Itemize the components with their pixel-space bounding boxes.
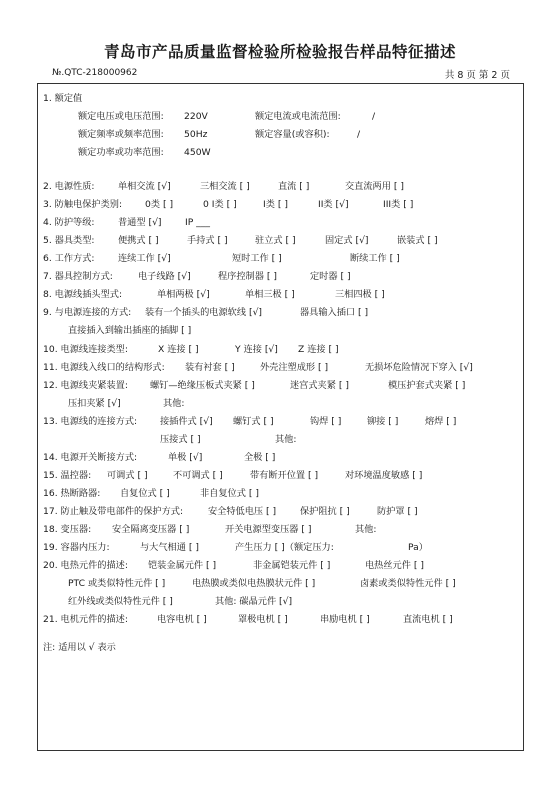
s21-opt-dc: 直流电机 [ ]	[403, 614, 453, 625]
s12-opt-sheath: 模压护套式夹紧 [ ]	[388, 380, 466, 391]
s13-opt-rivet: 铆接 [ ]	[367, 416, 399, 427]
document-title: 青岛市产品质量监督检验所检验报告样品特征描述	[103, 43, 456, 61]
s21-opt-series: 串励电机 [ ]	[320, 614, 370, 625]
s18-opt-other: 其他:	[355, 524, 377, 535]
power-value: 450W	[184, 147, 211, 158]
voltage-label: 额定电压或电压范围:	[78, 111, 164, 122]
s1-heading: 1. 额定值	[43, 93, 83, 104]
s16-opt-manual: 非自复位式 [ ]	[200, 488, 259, 499]
s17-label: 17. 防止触及带电部件的保护方式:	[43, 506, 184, 517]
s5-opt-builtin: 嵌装式 [ ]	[397, 235, 438, 246]
s9-opt-direct: 直接插入到输出插座的插脚 [ ]	[68, 325, 192, 336]
footnote: 注: 适用以 √ 表示	[43, 642, 116, 653]
s3-opt-0: 0类 [ ]	[145, 199, 174, 210]
s12-opt-screw: 螺钉—绝缘压板式夹紧 [ ]	[150, 380, 255, 391]
s5-opt-fixed: 固定式 [√]	[325, 235, 369, 246]
s20-opt-wire: 电热丝元件 [ ]	[365, 560, 424, 571]
s17-opt-impedance: 保护阻抗 [ ]	[300, 506, 350, 517]
s9-label: 9. 与电源连接的方式:	[43, 307, 132, 318]
s3-label: 3. 防触电保护类别:	[43, 199, 123, 210]
s20-opt-film: 电热膜或类似电热膜状元件 [ ]	[192, 578, 316, 589]
s12-opt-other: 其他:	[163, 398, 185, 409]
s13-opt-hook: 钩焊 [ ]	[310, 416, 342, 427]
s7-opt-electronic: 电子线路 [√]	[138, 271, 191, 282]
s16-opt-auto: 自复位式 [ ]	[120, 488, 170, 499]
s2-opt-three: 三相交流 [ ]	[200, 181, 250, 192]
s11-opt-through: 无损坏危险情况下穿入 [√]	[365, 362, 473, 373]
s13-opt-other: 其他:	[275, 434, 297, 445]
report-number: №.QTC-218000962	[52, 68, 138, 78]
s17-opt-cover: 防护罩 [ ]	[377, 506, 418, 517]
s14-opt-single: 单极 [√]	[168, 452, 203, 463]
s21-opt-shaded: 罩极电机 [ ]	[238, 614, 288, 625]
s16-label: 16. 热断路器:	[43, 488, 101, 499]
freq-value: 50Hz	[184, 129, 208, 140]
s12-opt-press: 压扣夹紧 [√]	[68, 398, 121, 409]
s8-label: 8. 电源线插头型式:	[43, 289, 123, 300]
s18-opt-isolating: 安全隔离变压器 [ ]	[112, 524, 190, 535]
s11-opt-bushing: 装有衬套 [ ]	[185, 362, 235, 373]
s20-opt-halogen: 卤素或类似特性元件 [ ]	[360, 578, 456, 589]
s21-opt-capacitor: 电容电机 [ ]	[157, 614, 207, 625]
s17-opt-selv: 安全特低电压 [ ]	[208, 506, 277, 517]
s19-unit: Pa）	[408, 542, 428, 553]
s7-label: 7. 器具控制方式:	[43, 271, 113, 282]
s13-opt-plug: 接插件式 [√]	[160, 416, 213, 427]
s5-opt-portable: 便携式 [ ]	[118, 235, 159, 246]
capacity-label: 额定容量(或容积):	[255, 129, 330, 140]
s3-opt-iii: III类 [ ]	[383, 199, 414, 210]
page-info: 共 8 页 第 2 页	[444, 70, 510, 81]
s4-label: 4. 防护等级:	[43, 217, 95, 228]
s11-opt-molded: 外壳注塑成形 [ ]	[260, 362, 329, 373]
s20-opt-other: 其他: 碳晶元件 [√]	[215, 596, 293, 607]
power-label: 额定功率或功率范围:	[78, 147, 164, 158]
s13-opt-crimp: 压接式 [ ]	[160, 434, 201, 445]
s4-opt-ip: IP ___	[185, 217, 210, 228]
voltage-value: 220V	[184, 111, 208, 122]
s20-opt-nonmetal: 非金属铠装元件 [ ]	[253, 560, 331, 571]
s5-label: 5. 器具类型:	[43, 235, 95, 246]
s2-opt-dc: 直流 [ ]	[278, 181, 310, 192]
s13-opt-weld: 熔焊 [ ]	[425, 416, 457, 427]
s12-label: 12. 电源线夹紧装置:	[43, 380, 128, 391]
s10-label: 10. 电源线连接类型:	[43, 344, 128, 355]
s18-label: 18. 变压器:	[43, 524, 92, 535]
s9-opt-cord: 装有一个插头的电源软线 [√]	[145, 307, 263, 318]
s13-opt-screw: 螺钉式 [ ]	[233, 416, 274, 427]
s18-opt-switching: 开关电源型变压器 [ ]	[225, 524, 312, 535]
s12-opt-maze: 迷宫式夹紧 [ ]	[290, 380, 349, 391]
s21-label: 21. 电机元件的描述:	[43, 614, 128, 625]
s6-opt-continuous: 连续工作 [√]	[118, 253, 171, 264]
s20-opt-ptc: PTC 或类似特性元件 [ ]	[68, 578, 166, 589]
current-label: 额定电流或电流范围:	[255, 111, 341, 122]
s10-opt-z: Z 连接 [ ]	[298, 344, 339, 355]
s19-opt-pressure: 产生压力 [ ]（额定压力:	[235, 542, 334, 553]
s2-label: 2. 电源性质:	[43, 181, 95, 192]
s6-label: 6. 工作方式:	[43, 253, 95, 264]
s7-opt-program: 程序控制器 [ ]	[218, 271, 277, 282]
s15-opt-adjust: 可调式 [ ]	[107, 470, 148, 481]
s14-opt-all: 全极 [ ]	[244, 452, 276, 463]
current-value: /	[372, 111, 376, 122]
s2-opt-acdc: 交直流两用 [ ]	[345, 181, 404, 192]
s9-opt-inlet: 器具输入插口 [ ]	[300, 307, 369, 318]
s6-opt-intermittent: 断续工作 [ ]	[350, 253, 400, 264]
capacity-value: /	[357, 129, 361, 140]
s20-opt-armored: 铠装金属元件 [ ]	[148, 560, 217, 571]
s14-label: 14. 电源开关断接方式:	[43, 452, 138, 463]
s15-opt-ambient: 对环境温度敏感 [ ]	[345, 470, 423, 481]
s8-opt-3pole: 单相三极 [ ]	[245, 289, 295, 300]
s8-opt-2pole: 单相两极 [√]	[157, 289, 210, 300]
s15-opt-off: 带有断开位置 [ ]	[250, 470, 319, 481]
s19-label: 19. 容器内压力:	[43, 542, 110, 553]
s20-label: 20. 电热元件的描述:	[43, 560, 128, 571]
s8-opt-4pole: 三相四极 [ ]	[335, 289, 385, 300]
s20-opt-infrared: 红外线或类似特性元件 [ ]	[68, 596, 173, 607]
s3-opt-0i: 0 I类 [ ]	[203, 199, 237, 210]
s10-opt-y: Y 连接 [√]	[235, 344, 278, 355]
s2-opt-single: 单相交流 [√]	[118, 181, 171, 192]
s15-label: 15. 温控器:	[43, 470, 92, 481]
s6-opt-short: 短时工作 [ ]	[232, 253, 282, 264]
s11-label: 11. 电源线入线口的结构形式:	[43, 362, 165, 373]
s7-opt-timer: 定时器 [ ]	[310, 271, 351, 282]
s10-opt-x: X 连接 [ ]	[158, 344, 199, 355]
s5-opt-handheld: 手持式 [ ]	[187, 235, 228, 246]
s15-opt-fixed: 不可调式 [ ]	[173, 470, 223, 481]
s13-label: 13. 电源线的连接方式:	[43, 416, 138, 427]
s5-opt-standing: 驻立式 [ ]	[255, 235, 296, 246]
freq-label: 额定频率或频率范围:	[78, 129, 164, 140]
s4-opt-normal: 普通型 [√]	[118, 217, 162, 228]
s19-opt-atmos: 与大气相通 [ ]	[140, 542, 199, 553]
s3-opt-ii: II类 [√]	[318, 199, 349, 210]
s3-opt-i: I类 [ ]	[263, 199, 288, 210]
